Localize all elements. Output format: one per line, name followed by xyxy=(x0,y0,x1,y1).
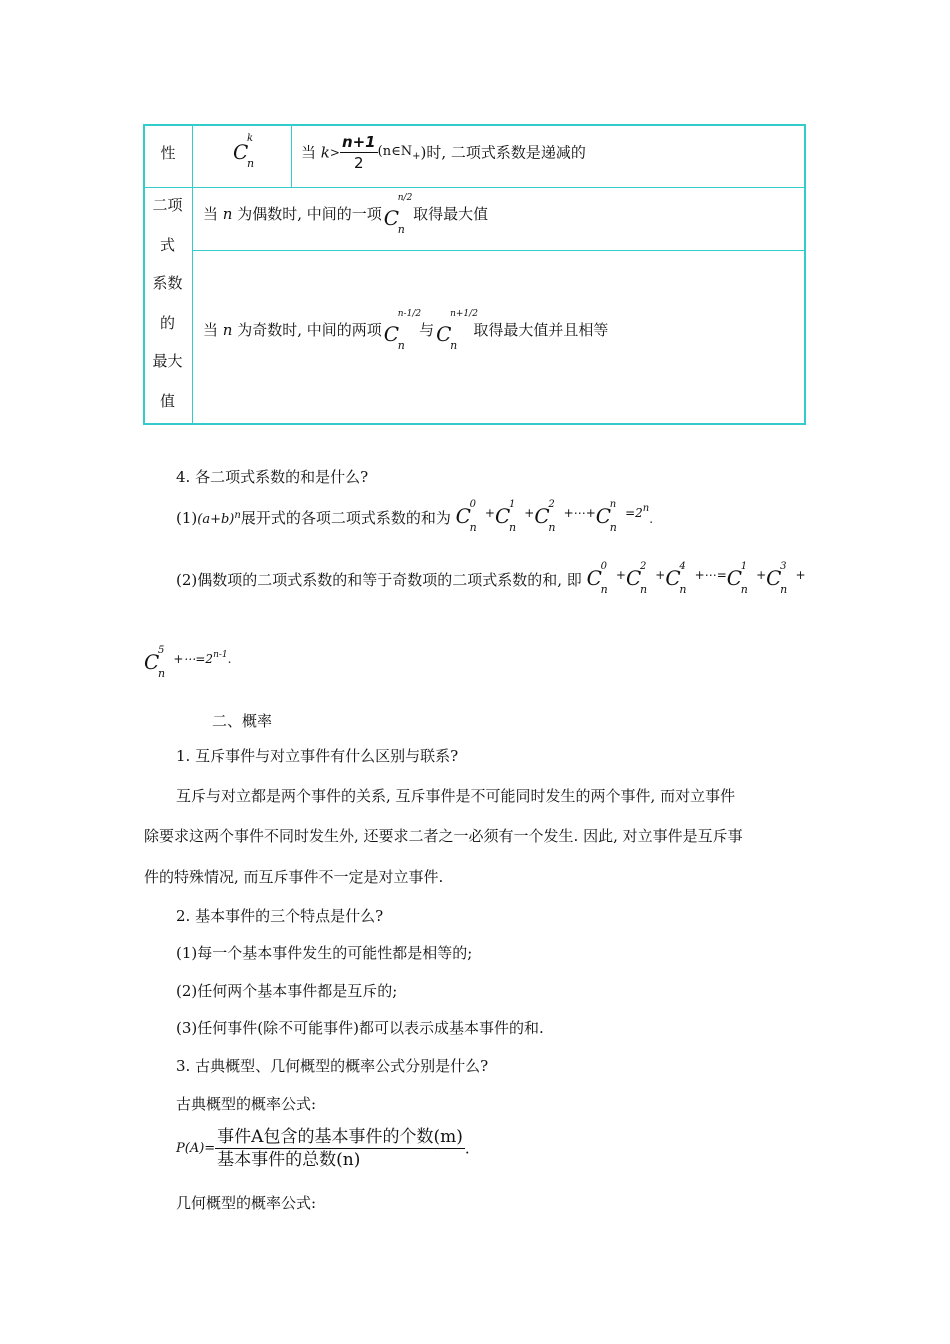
q4-item1: $(1)(a+b)^n$展开式的各项二项式系数的和为 C 0 n +C 1 n +C 2 n +⋯+C n n $=2^n$. xyxy=(176,499,654,534)
s2-q1: 1. 互斥事件与对立事件有什么区别与联系? xyxy=(176,747,459,765)
even-case-text: 当 n 为偶数时, 中间的一项 C n/2 n 取得最大值 xyxy=(203,193,489,236)
s2-p2: 除要求这两个事件不同时发生外, 还要求二者之一必须有一个发生. 因此, 对立事件是互斥事 xyxy=(144,827,743,845)
side-label-5: 最大 xyxy=(152,352,183,370)
side-label-2: 式 xyxy=(159,236,175,254)
classic-formula: P(A)= $\frac{\text{事件A包含的基本事件的个数(m)}}{\text{基本事件的总数(n)}}$ . xyxy=(176,1127,470,1170)
q4-item2: (2)偶数项的二项式系数的和等于奇数项的二项式系数的和, 即 C 0 n +C 2 n +C 4 n +⋯=C 1 n +C 3 n + xyxy=(176,561,806,596)
row1-binomial-symbol: C k n xyxy=(233,133,255,170)
binomial-property-table xyxy=(143,124,806,425)
s2-q2: 2. 基本事件的三个特点是什么? xyxy=(176,907,384,925)
s2-q2-3: (3)任何事件(除不可能事件)都可以表示成基本事件的和. xyxy=(176,1019,544,1037)
geo-label: 几何概型的概率公式: xyxy=(176,1194,317,1212)
side-label-6: 值 xyxy=(159,392,175,410)
s2-q2-1: (1)每一个基本事件发生的可能性都是相等的; xyxy=(176,944,473,962)
s2-q2-2: (2)任何两个基本事件都是互斥的; xyxy=(176,982,398,1000)
classic-label: 古典概型的概率公式: xyxy=(176,1095,317,1113)
s2-q3: 3. 古典概型、几何概型的概率公式分别是什么? xyxy=(176,1057,489,1075)
q4-title: 4. 各二项式系数的和是什么? xyxy=(176,468,369,486)
section2-heading: 二、概率 xyxy=(212,712,273,730)
side-label-1: 二项 xyxy=(152,196,183,214)
q4-item2-continuation: C 5 n $+\cdots=2^{n-1}$. xyxy=(144,645,232,680)
side-label-4: 的 xyxy=(159,314,175,332)
even-odd-sum-expression: C 0 n +C 2 n +C 4 n +⋯=C 1 n +C 3 n + xyxy=(586,561,806,596)
row1-label: 性 xyxy=(160,144,176,162)
s2-p1: 互斥与对立都是两个事件的关系, 互斥事件是不可能同时发生的两个事件, 而对立事件 xyxy=(176,787,736,805)
binomial-sum-expression: C 0 n +C 1 n +C 2 n +⋯+C n n $=2^n$. xyxy=(455,499,654,534)
side-label-3: 系数 xyxy=(152,274,183,292)
s2-p3: 件的特殊情况, 而互斥事件不一定是对立事件. xyxy=(144,868,444,886)
row1-description: 当 k> $\frac{n+1}{2}$ $(n\in N_+)$时, 二项式系数是递减的 xyxy=(301,133,586,172)
odd-case-text: 当 n 为奇数时, 中间的两项 C n-1/2 n 与 C n+1/2 n 取得最大值并且相等 xyxy=(203,309,609,352)
